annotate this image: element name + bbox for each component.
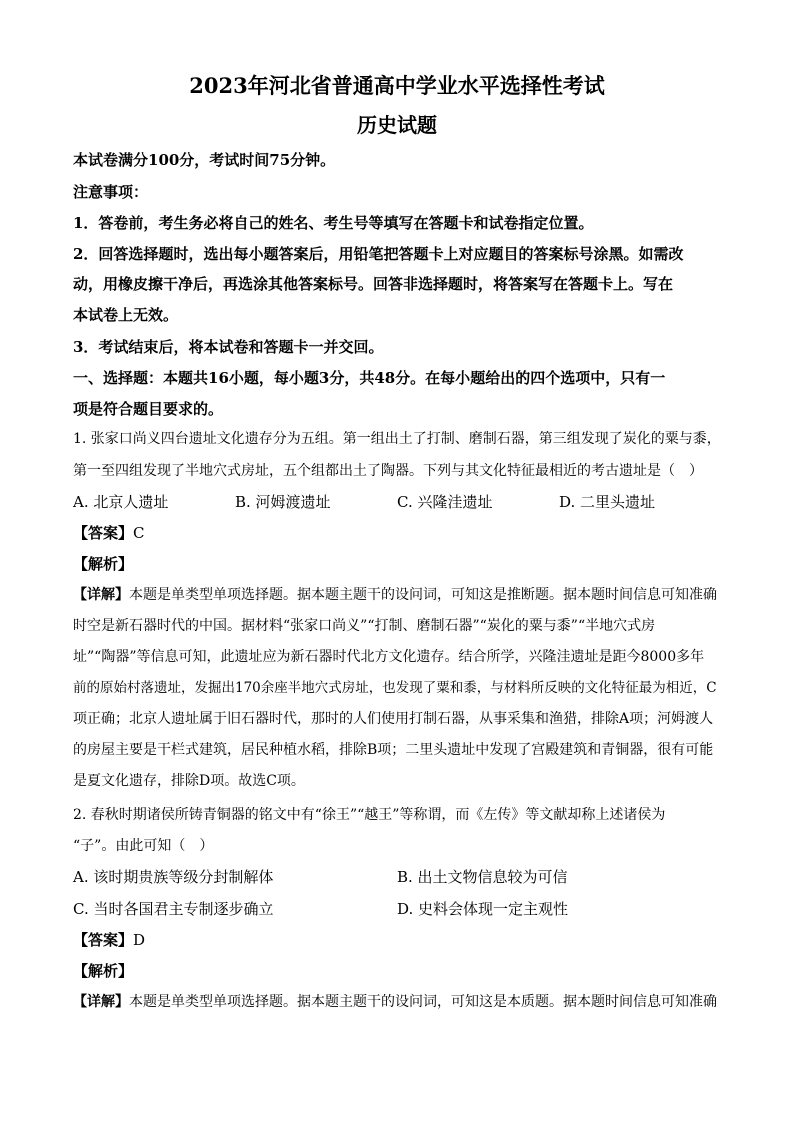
answer-tag: 【答案】 [73,524,134,542]
detail-text: 本题是单类型单项选择题。据本题主题干的设问词，可知这是推断题。据本题时间信息可知准确 [129,587,717,603]
question-2-stem-line-1: 2. 春秋时期诸侯所铸青铜器的铭文中有“徐王”“越王”等称谓，而《左传》等文献却称上述诸侯为 [73,807,666,823]
question-1-stem-line-2: 第一至四组发现了半地穴式房址，五个组都出土了陶器。下列与其文化特征最相近的考古遗址是（ ） [73,463,703,479]
page-subtitle: 历史试题 [357,113,437,137]
question-2-stem-line-2: “子”。由此可知（ ） [73,838,214,854]
question-2-option-b: B. 出土文物信息较为可信 [397,868,568,886]
notice-item-3: 3．考试结束后，将本试卷和答题卡一并交回。 [73,338,384,356]
score-time-text: 本试卷满分100分，考试时间75分钟。 [73,151,336,169]
detail-tag: 【详解】 [73,994,129,1010]
answer-value: C [133,524,145,542]
question-1-stem-line-1: 1. 张家口尚义四台遗址文化遗存分为五组。第一组出土了打制、磨制石器，第三组发现了炭化的粟与黍， [73,431,721,447]
question-1-option-d: D. 二里头遗址 [559,493,656,511]
question-1-detail-line-7: 是夏文化遗存，排除D项。故选C项。 [73,773,305,789]
notice-title: 注意事项： [73,183,149,201]
detail-tag: 【详解】 [73,587,129,603]
question-1-analysis-tag: 【解析】 [73,555,134,573]
notice-item-2-line-3: 本试卷上无效。 [73,306,179,324]
question-1-option-b: B. 河姆渡遗址 [235,493,331,511]
question-1-detail-line-5: 项正确；北京人遗址属于旧石器时代，那时的人们使用打制石器，从事采集和渔猎，排除A项；河姆渡人 [73,711,714,727]
question-1-detail-line-2: 时空是新石器时代的中国。据材料“张家口尚义”“打制、磨制石器”“炭化的粟与黍”“半地穴式房 [73,618,656,634]
question-2-analysis-tag: 【解析】 [73,962,134,980]
notice-item-2-line-1: 2．回答选择题时，选出每小题答案后，用铅笔把答题卡上对应题目的答案标号涂黑。如需改 [73,245,684,263]
question-1-detail-line-6: 的房屋主要是干栏式建筑，居民种植水稻，排除B项；二里头遗址中发现了宫殿建筑和青铜器，很有可能 [73,742,714,758]
question-2-answer [73,930,145,950]
detail-text: 本题是单类型单项选择题。据本题主题干的设问词，可知这是本质题。据本题时间信息可知准确 [129,994,717,1010]
answer-value: D [133,931,146,949]
page-title: 2023年河北省普通高中学业水平选择性考试 [189,73,605,98]
question-2-option-a: A. 该时期贵族等级分封制解体 [73,868,274,886]
question-1-answer [73,523,145,543]
notice-item-2-line-2: 动，用橡皮擦干净后，再选涂其他答案标号。回答非选择题时，将答案写在答题卡上。写在 [73,275,674,293]
question-1-detail-line-4: 前的原始村落遗址，发掘出170余座半地穴式房址，也发现了粟和黍，与材料所反映的文化特征最为相近，C [73,680,717,696]
question-2-option-d: D. 史料会体现一定主观性 [397,900,569,918]
answer-tag: 【答案】 [73,931,134,949]
section-heading-line-2: 项是符合题目要求的。 [73,400,224,418]
question-2-detail-line-1 [73,992,717,1012]
question-1-detail-line-3: 址”“陶器”等信息可知，此遗址应为新石器时代北方文化遗存。结合所学，兴隆洼遗址是距今8000多年 [73,649,705,665]
section-heading-line-1: 一、选择题：本题共16小题，每小题3分，共48分。在每小题给出的四个选项中，只有一 [73,369,666,387]
question-2-option-c: C. 当时各国君主专制逐步确立 [73,900,274,918]
notice-item-1: 1．答卷前，考生务必将自己的姓名、考生号等填写在答题卡和试卷指定位置。 [73,214,594,232]
question-1-option-c: C. 兴隆洼遗址 [397,493,493,511]
question-1-option-a: A. 北京人遗址 [73,493,169,511]
question-1-detail-line-1 [73,585,717,605]
